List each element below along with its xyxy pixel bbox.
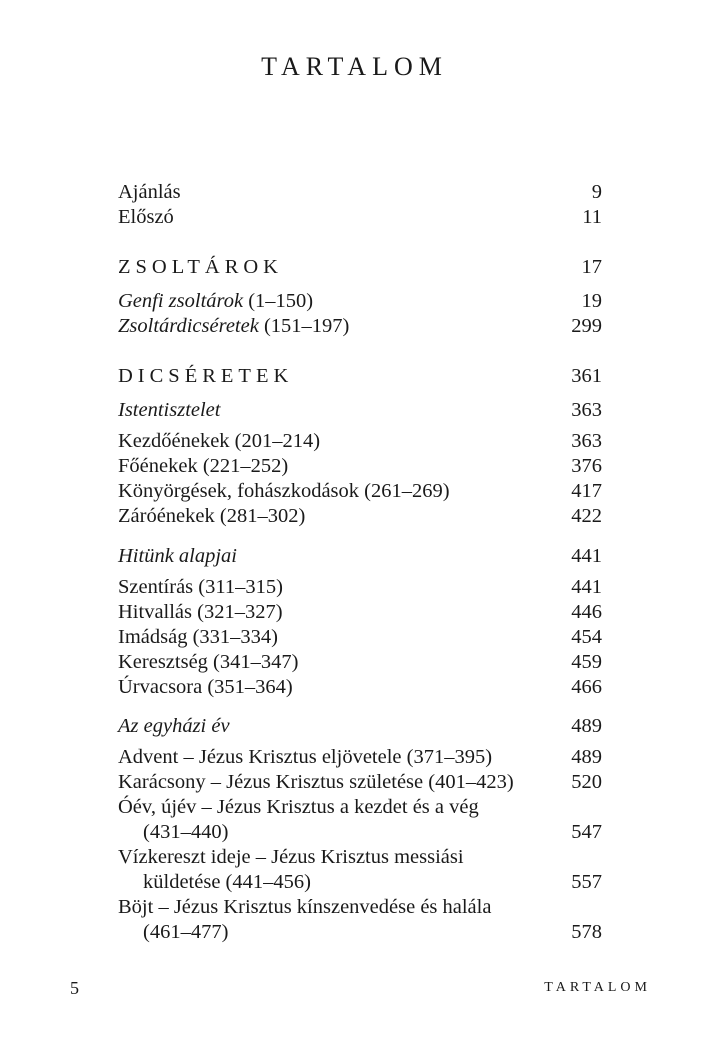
toc-entry-label: Könyörgések, fohászkodások (261–269) <box>118 480 450 502</box>
toc-entry-label: Imádság (331–334) <box>118 626 278 648</box>
toc-entry-keresztseg[interactable] <box>118 650 602 675</box>
toc-entry-page: 489 <box>571 715 602 737</box>
toc-entry-genfi-zsoltarok[interactable] <box>118 289 602 314</box>
toc-entry-vizkereszt-cont[interactable] <box>118 870 602 895</box>
toc-entry-bojt[interactable] <box>118 895 602 920</box>
toc-subsection-hitunk-alapjai[interactable] <box>118 544 602 569</box>
toc-entry-page: 489 <box>571 746 602 768</box>
toc-entry-page: 361 <box>571 365 602 387</box>
toc-entry-page: 520 <box>571 771 602 793</box>
toc-entry-page: 466 <box>571 676 602 698</box>
page-number: 5 <box>70 978 79 998</box>
toc-entry-eloszo[interactable] <box>118 205 602 230</box>
toc-entry-page: 376 <box>571 455 602 477</box>
toc-entry-szentiras[interactable] <box>118 575 602 600</box>
toc-entry-page: 363 <box>571 430 602 452</box>
page-title: TARTALOM <box>261 52 448 81</box>
toc-section-label: DICSÉRETEK <box>118 365 294 387</box>
toc-subsection-label: Istentisztelet <box>118 399 221 421</box>
toc-entry-page: 9 <box>591 181 602 203</box>
toc-entry-page: 578 <box>571 921 602 943</box>
toc-entry-label: Úrvacsora (351–364) <box>118 676 293 698</box>
toc-entry-page: 441 <box>571 545 602 567</box>
toc-entry-label-continuation: (461–477) <box>143 921 229 943</box>
toc-entry-vizkereszt[interactable] <box>118 845 602 870</box>
toc-entry-page: 417 <box>571 480 602 502</box>
toc-entry-foenekek[interactable] <box>118 454 602 479</box>
toc-entry-label: Keresztség (341–347) <box>118 651 299 673</box>
toc-entry-ajanlas[interactable] <box>118 180 602 205</box>
toc-entry-page: 17 <box>581 256 602 278</box>
toc-entry-karacsony[interactable] <box>118 770 602 795</box>
toc-entry-label: Kezdőénekek (201–214) <box>118 430 321 452</box>
toc-entry-page: 454 <box>571 626 602 648</box>
toc-entry-advent[interactable] <box>118 745 602 770</box>
toc-entry-label: Vízkereszt ideje – Jézus Krisztus messiási <box>118 846 464 868</box>
toc-subsection-egyhazi-ev[interactable] <box>118 714 602 739</box>
toc-entry-label: Óév, újév – Jézus Krisztus a kezdet és a vég <box>118 796 479 818</box>
toc-entry-label: Zsoltárdicséretek (151–197) <box>118 315 350 337</box>
toc-entry-page: 11 <box>582 206 602 228</box>
toc-entry-label: Karácsony – Jézus Krisztus születése (401–423) <box>118 771 514 793</box>
toc-entry-label: Genfi zsoltárok (1–150) <box>118 290 314 312</box>
toc-entry-page: 299 <box>571 315 602 337</box>
toc-entry-label: Hitvallás (321–327) <box>118 601 283 623</box>
toc-entry-page: 422 <box>571 505 602 527</box>
toc-entry-oev-ujev-cont[interactable] <box>118 820 602 845</box>
toc-entry-zaroenekek[interactable] <box>118 504 602 529</box>
toc-entry-zsoltardicseretek[interactable] <box>118 314 602 339</box>
toc-entry-imadsag[interactable] <box>118 625 602 650</box>
toc-entry-page: 441 <box>571 576 602 598</box>
table-of-contents <box>118 180 602 945</box>
toc-entry-label: Szentírás (311–315) <box>118 576 283 598</box>
toc-entry-label: Böjt – Jézus Krisztus kínszenvedése és halála <box>118 896 492 918</box>
toc-subsection-label: Hitünk alapjai <box>118 545 238 567</box>
toc-entry-label: Advent – Jézus Krisztus eljövetele (371–395) <box>118 746 493 768</box>
toc-entry-page: 547 <box>571 821 602 843</box>
toc-entry-page: 557 <box>571 871 602 893</box>
toc-entry-label: Előszó <box>118 206 174 228</box>
toc-entry-konyorgesek[interactable] <box>118 479 602 504</box>
toc-entry-urvacsora[interactable] <box>118 675 602 700</box>
toc-entry-page: 459 <box>571 651 602 673</box>
toc-entry-page: 446 <box>571 601 602 623</box>
toc-subsection-istentisztelet[interactable] <box>118 398 602 423</box>
toc-entry-page: 363 <box>571 399 602 421</box>
toc-entry-label-continuation: (431–440) <box>143 821 229 843</box>
toc-section-dicseretek[interactable] <box>118 364 602 389</box>
toc-entry-label: Záróénekek (281–302) <box>118 505 306 527</box>
toc-section-label: ZSOLTÁROK <box>118 256 283 278</box>
running-head: TARTALOM <box>544 980 651 995</box>
toc-entry-oev-ujev[interactable] <box>118 795 602 820</box>
toc-section-zsoltarok[interactable] <box>118 255 602 280</box>
toc-entry-label: Főénekek (221–252) <box>118 455 289 477</box>
toc-entry-page: 19 <box>581 290 602 312</box>
toc-entry-kezdoenekek[interactable] <box>118 429 602 454</box>
toc-entry-label-continuation: küldetése (441–456) <box>143 871 311 893</box>
toc-entry-bojt-cont[interactable] <box>118 920 602 945</box>
toc-entry-label: Ajánlás <box>118 181 181 203</box>
toc-subsection-label: Az egyházi év <box>118 715 230 737</box>
toc-entry-hitvallas[interactable] <box>118 600 602 625</box>
